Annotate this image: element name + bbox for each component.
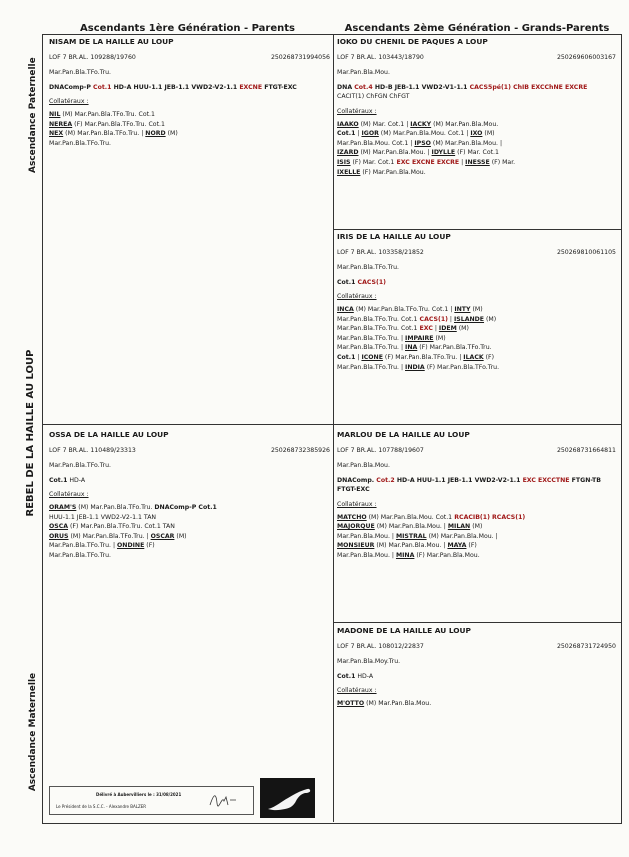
registration-row xyxy=(337,446,616,456)
registration-row xyxy=(337,53,616,63)
health-fragment: HD-A HUU-1.1 JEB-1.1 VWD2-V2-1.1 xyxy=(111,83,238,91)
collateral-fragment: RCACIB(1) RCACS(1) xyxy=(452,513,526,521)
collateral-line xyxy=(337,168,616,178)
collateral-list xyxy=(337,305,616,372)
issue-box xyxy=(49,786,254,815)
collateral-fragment: (F) Mar. xyxy=(489,158,516,166)
collateral-fragment: (M) Mar.Pan.Bla.Mou. | xyxy=(426,532,498,540)
collateral-list xyxy=(49,110,330,148)
health-titles xyxy=(337,672,616,682)
collateral-fragment: Cot.1 xyxy=(337,353,356,361)
health-fragment: CACS5pé(1) ChIB EXCChNE EXCRE xyxy=(467,83,588,91)
side-label-paternal: Ascendance Paternelle xyxy=(28,57,38,173)
collateral-fragment: MAJORQUE xyxy=(337,523,375,531)
row-divider-middle xyxy=(42,424,621,425)
collateral-fragment: IMPAIRE xyxy=(405,334,434,342)
chip-number: 250269810061105 xyxy=(556,248,616,256)
collateral-title: Collatéraux : xyxy=(337,293,377,301)
collateral-fragment: (M) xyxy=(470,305,483,313)
health-fragment: FTGT-EXC xyxy=(262,83,297,91)
collateral-line xyxy=(49,513,330,523)
collateral-fragment: NEX xyxy=(49,130,64,138)
collateral-fragment: EXC EXCNE EXCRE xyxy=(394,158,460,166)
collateral-line xyxy=(337,315,616,325)
president-line: Le Président de la S.C.C. - Alexandre BALZER xyxy=(56,804,147,809)
coat-colors: Mar.Pan.Bla.TFo.Tru. xyxy=(337,264,399,272)
collateral-fragment: (M) Mar.Pan.Bla.Mou. Cot.1 xyxy=(366,513,453,521)
collateral-fragment: Mar.Pan.Bla.TFo.Tru. | xyxy=(337,363,406,371)
collateral-line xyxy=(337,551,616,561)
health-fragment: Cot.2 xyxy=(374,476,395,484)
collateral-fragment: IACKY xyxy=(410,120,432,128)
health-fragment: HD-A xyxy=(67,476,86,484)
collateral-fragment: (F) Mar.Pan.Bla.Mou. xyxy=(414,551,480,559)
collateral-title: Collatéraux : xyxy=(337,687,377,695)
collateral-fragment: MINA xyxy=(395,551,415,559)
lof-number: LOF 7 BR.AL. 109288/19760 xyxy=(49,53,136,61)
collateral-fragment: (F) xyxy=(144,542,155,550)
collateral-fragment: MONSIEUR xyxy=(337,542,375,550)
chip-number: 250268731994056 xyxy=(270,53,330,61)
collateral-fragment: (M) Mar.Pan.Bla.TFo.Tru. xyxy=(76,503,155,511)
collateral-fragment: ORAM'S xyxy=(49,503,77,511)
collateral-line xyxy=(337,699,616,709)
dog-name: MADONE DE LA HAILLE AU LOUP xyxy=(337,626,471,635)
lof-number: LOF 7 BR.AL. 108012/22837 xyxy=(337,642,424,650)
cell-paternal-granddam xyxy=(337,232,616,372)
health-fragment: Cot.4 xyxy=(352,83,373,91)
cell-paternal-grandsire xyxy=(337,37,616,177)
collateral-line xyxy=(337,363,616,373)
collateral-fragment: OSCAR xyxy=(150,532,175,540)
collateral-fragment: Mar.Pan.Bla.Mou. Cot.1 | xyxy=(337,139,415,147)
collateral-fragment: IDEM xyxy=(438,325,457,333)
registration-row xyxy=(49,446,330,456)
cell-sire xyxy=(49,37,330,148)
collateral-fragment: ICONE xyxy=(361,353,383,361)
health-fragment: HD-A HUU-1.1 JEB-1.1 VWD2-V2-1.1 xyxy=(394,476,521,484)
collateral-fragment: Cot.1 xyxy=(337,130,356,138)
collateral-fragment: Mar.Pan.Bla.TFo.Tru. | xyxy=(49,542,118,550)
collateral-fragment: (M) xyxy=(482,130,495,138)
health-fragment: HD-A xyxy=(355,672,374,680)
collateral-fragment: (M) Mar.Pan.Bla.TFo.Tru. | xyxy=(63,130,146,138)
collateral-line xyxy=(337,513,616,523)
health-fragment: Cot.1 xyxy=(337,672,356,680)
collateral-fragment: MATCHO xyxy=(337,513,367,521)
coat-colors: Mar.Pan.Bla.Mou. xyxy=(337,462,390,470)
collateral-fragment: | xyxy=(355,130,362,138)
chip-number: 250268732385926 xyxy=(270,446,330,454)
collateral-list xyxy=(49,503,330,561)
collateral-line xyxy=(337,343,616,353)
side-label-subject: REBEL DE LA HAILLE AU LOUP xyxy=(25,349,36,517)
collateral-fragment: INDIA xyxy=(405,363,425,371)
collateral-fragment: (M) xyxy=(456,325,469,333)
collateral-title: Collatéraux : xyxy=(49,491,89,499)
collateral-fragment: OSCA xyxy=(49,523,69,531)
chip-number: 250269606003167 xyxy=(556,53,616,61)
collateral-fragment: DNAComp-P Cot.1 xyxy=(154,503,217,511)
collateral-fragment: INESSE xyxy=(465,158,490,166)
collateral-fragment: ISIS xyxy=(337,158,351,166)
health-fragment: EXC EXCCTNE xyxy=(520,476,570,484)
row-divider-maternal xyxy=(333,622,621,623)
health-fragment: CACIT(1) ChFGN ChFGT xyxy=(337,93,410,101)
collateral-fragment: | xyxy=(459,158,466,166)
health-fragment: CACS(1) xyxy=(355,278,386,286)
cell-maternal-granddam xyxy=(337,626,616,709)
collateral-fragment: Mar.Pan.Bla.TFo.Tru. xyxy=(49,139,111,147)
collateral-fragment: IZARD xyxy=(337,149,359,157)
coat-colors: Mar.Pan.Bla.TFo.Tru. xyxy=(49,462,111,470)
collateral-fragment: Mar.Pan.Bla.TFo.Tru. | xyxy=(337,334,406,342)
collateral-title: Collatéraux : xyxy=(337,500,377,508)
collateral-fragment: Mar.Pan.Bla.TFo.Tru. | xyxy=(337,344,406,352)
collateral-line xyxy=(49,120,330,130)
dog-name: MARLOU DE LA HAILLE AU LOUP xyxy=(337,430,470,439)
collateral-fragment: | xyxy=(355,353,362,361)
collateral-fragment: (F) xyxy=(483,353,495,361)
collateral-fragment: (F) Mar.Pan.Bla.Mou. xyxy=(360,168,426,176)
collateral-fragment: (F) Mar. Cot.1 xyxy=(455,149,499,157)
collateral-fragment: Mar.Pan.Bla.Mou. | xyxy=(337,551,396,559)
lof-number: LOF 7 BR.AL. 103358/21852 xyxy=(337,248,424,256)
collateral-fragment: NEREA xyxy=(49,120,73,128)
collateral-fragment: IGOR xyxy=(361,130,379,138)
chip-number: 250268731664811 xyxy=(556,446,616,454)
dog-logo-icon xyxy=(260,778,315,818)
collateral-fragment: (M) xyxy=(174,532,187,540)
collateral-fragment: (F) Mar. Cot.1 xyxy=(350,158,395,166)
scc-logo xyxy=(260,778,315,818)
collateral-fragment: Mar.Pan.Bla.TFo.Tru. Cot.1 xyxy=(337,325,418,333)
side-label-maternal: Ascendance Maternelle xyxy=(28,672,38,792)
collateral-fragment: (M) Mar.Pan.Bla.TFo.Tru. Cot.1 xyxy=(60,110,155,118)
coat-colors: Mar.Pan.Bla.Moy.Tru. xyxy=(337,658,401,666)
collateral-line xyxy=(49,139,330,149)
health-fragment: Cot.1 xyxy=(49,476,68,484)
cell-maternal-grandsire xyxy=(337,430,616,561)
collateral-title: Collatéraux : xyxy=(49,98,89,106)
collateral-fragment: (M) xyxy=(470,523,483,531)
health-titles xyxy=(337,83,616,102)
dog-name: OSSA DE LA HAILLE AU LOUP xyxy=(49,430,169,439)
collateral-line xyxy=(337,158,616,168)
coat-colors: Mar.Pan.Bla.Mou. xyxy=(337,69,390,77)
dog-name: NISAM DE LA HAILLE AU LOUP xyxy=(49,37,174,46)
collateral-fragment: NIL xyxy=(49,110,61,118)
header-grandparents: Ascendants 2ème Génération - Grands-Parents xyxy=(344,23,610,34)
collateral-line xyxy=(337,324,616,334)
collateral-line xyxy=(49,110,330,120)
registration-row xyxy=(49,53,330,63)
collateral-fragment: IDYLLE xyxy=(431,149,456,157)
collateral-fragment: Mar.Pan.Bla.TFo.Tru. Cot.1 xyxy=(337,315,418,323)
health-fragment: DNAComp. xyxy=(337,476,375,484)
collateral-line xyxy=(49,503,330,513)
health-fragment: Cot.1 xyxy=(337,278,356,286)
collateral-fragment: | xyxy=(447,315,454,323)
collateral-fragment: ILACK xyxy=(463,353,484,361)
header-parents: Ascendants 1ère Génération - Parents xyxy=(80,23,295,34)
collateral-fragment: (M) Mar.Pan.Bla.Mou. Cot.1 | xyxy=(378,130,471,138)
collateral-fragment: HUU-1.1 JEB-1.1 VWD2-V2-1.1 TAN xyxy=(49,513,157,521)
collateral-line xyxy=(49,129,330,139)
coat-colors: Mar.Pan.Bla.TFo.Tru. xyxy=(49,69,111,77)
chip-number: 250268731724950 xyxy=(556,642,616,650)
collateral-fragment: INTY xyxy=(454,305,471,313)
collateral-fragment: (M) Mar.Pan.Bla.Mou. xyxy=(431,120,499,128)
collateral-fragment: (F) Mar.Pan.Bla.TFo.Tru. Cot.1 xyxy=(72,120,165,128)
collateral-fragment: MILAN xyxy=(447,523,471,531)
collateral-line xyxy=(337,522,616,532)
collateral-line xyxy=(337,541,616,551)
collateral-line xyxy=(337,532,616,542)
collateral-fragment: (F) xyxy=(466,542,477,550)
dog-name: IRIS DE LA HAILLE AU LOUP xyxy=(337,232,451,241)
collateral-fragment: (M) Mar.Pan.Bla.Mou. | xyxy=(358,149,432,157)
collateral-line xyxy=(337,353,616,363)
collateral-fragment: (M) Mar. Cot.1 | xyxy=(358,120,411,128)
collateral-fragment: CACS(1) xyxy=(417,315,448,323)
collateral-line xyxy=(49,551,330,561)
collateral-fragment: INCA xyxy=(337,305,354,313)
collateral-line xyxy=(337,334,616,344)
collateral-fragment: Mar.Pan.Bla.Mou. | xyxy=(337,532,396,540)
collateral-fragment: IPSO xyxy=(414,139,431,147)
lof-number: LOF 7 BR.AL. 103443/18790 xyxy=(337,53,424,61)
collateral-fragment: IAAKO xyxy=(337,120,359,128)
dog-name: IOKO DU CHENIL DE PAQUES A LOUP xyxy=(337,37,488,46)
collateral-fragment: (M) xyxy=(165,130,178,138)
health-titles xyxy=(49,83,330,93)
column-divider xyxy=(333,34,334,822)
collateral-fragment: (F) Mar.Pan.Bla.TFo.Tru. Cot.1 TAN xyxy=(68,523,175,531)
collateral-fragment: (M) Mar.Pan.Bla.Mou. | xyxy=(374,523,448,531)
row-divider-paternal xyxy=(333,229,621,230)
collateral-line xyxy=(49,522,330,532)
collateral-fragment: ORUS xyxy=(49,532,69,540)
collateral-list xyxy=(337,513,616,561)
collateral-fragment: (M) Mar.Pan.Bla.Mou. xyxy=(364,699,432,707)
collateral-fragment: (M) Mar.Pan.Bla.TFo.Tru. | xyxy=(68,532,151,540)
health-fragment: EXCNE xyxy=(237,83,263,91)
collateral-fragment: (F) Mar.Pan.Bla.TFo.Tru. xyxy=(424,363,500,371)
health-fragment: DNA xyxy=(337,83,353,91)
collateral-fragment: (M) xyxy=(484,315,497,323)
registration-row xyxy=(337,248,616,258)
collateral-fragment: | xyxy=(432,325,439,333)
collateral-line xyxy=(337,120,616,130)
collateral-list xyxy=(337,699,616,709)
collateral-line xyxy=(49,532,330,542)
collateral-title: Collatéraux : xyxy=(337,107,377,115)
collateral-fragment: MAYA xyxy=(447,542,467,550)
health-fragment: DNAComp-P xyxy=(49,83,91,91)
collateral-fragment: (M) Mar.Pan.Bla.Mou. | xyxy=(430,139,503,147)
collateral-list xyxy=(337,120,616,178)
collateral-fragment: IXO xyxy=(470,130,483,138)
collateral-fragment: (F) Mar.Pan.Bla.TFo.Tru. | xyxy=(382,353,464,361)
registration-row xyxy=(337,642,616,652)
health-titles xyxy=(337,278,616,288)
health-fragment: Cot.1 xyxy=(90,83,112,91)
health-fragment: FTGN-TB FTGT-EXC xyxy=(337,476,601,494)
collateral-fragment: (M) xyxy=(433,334,446,342)
collateral-fragment: IXELLE xyxy=(337,168,361,176)
collateral-fragment: ISLANDE xyxy=(454,315,485,323)
collateral-fragment: MISTRAL xyxy=(395,532,427,540)
collateral-line xyxy=(337,129,616,139)
collateral-fragment: ONDINE xyxy=(117,542,145,550)
health-titles xyxy=(337,476,616,495)
collateral-fragment: (M) Mar.Pan.Bla.Mou. | xyxy=(374,542,448,550)
cell-dam xyxy=(49,430,330,561)
collateral-line xyxy=(49,541,330,551)
collateral-line xyxy=(337,305,616,315)
collateral-fragment: (M) Mar.Pan.Bla.TFo.Tru. Cot.1 | xyxy=(353,305,455,313)
collateral-fragment: INA xyxy=(405,344,418,352)
signature xyxy=(208,791,238,810)
collateral-line xyxy=(337,148,616,158)
issue-date: Délivré à Aubervilliers le : 31/08/2021 xyxy=(96,792,182,797)
collateral-fragment: M'OTTO xyxy=(337,699,365,707)
collateral-fragment: (F) Mar.Pan.Bla.TFo.Tru. xyxy=(417,344,492,352)
collateral-line xyxy=(337,139,616,149)
health-titles xyxy=(49,476,330,486)
lof-number: LOF 7 BR.AL. 110489/23313 xyxy=(49,446,136,454)
collateral-fragment: EXC xyxy=(417,325,433,333)
health-fragment: HD-B JEB-1.1 VWD2-V1-1.1 xyxy=(372,83,468,91)
lof-number: LOF 7 BR.AL. 107788/19607 xyxy=(337,446,424,454)
collateral-fragment: Mar.Pan.Bla.TFo.Tru. xyxy=(49,551,111,559)
collateral-fragment: NORD xyxy=(145,130,166,138)
